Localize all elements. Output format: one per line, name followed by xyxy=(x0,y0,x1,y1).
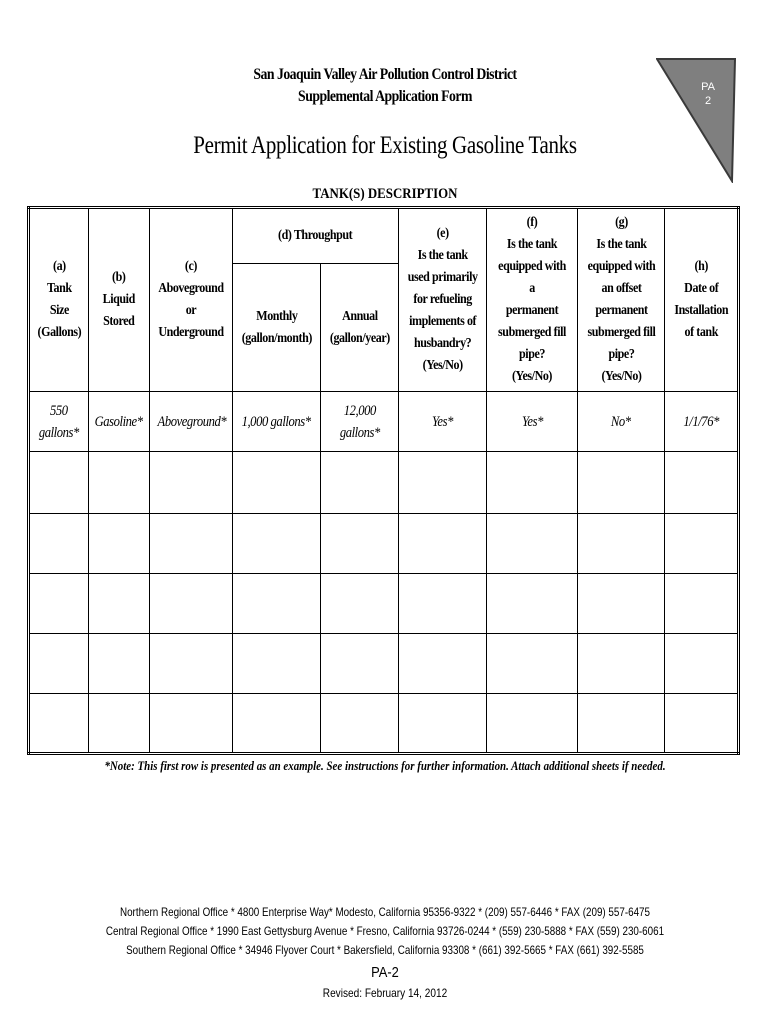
footer xyxy=(0,903,770,1002)
cell-text-line: pipe? xyxy=(519,347,545,363)
cell-text-line: Annual xyxy=(341,308,378,324)
table-row xyxy=(29,693,739,753)
agency-header xyxy=(0,64,770,108)
entry-install-date[interactable] xyxy=(665,513,739,573)
entry-liquid-stored[interactable] xyxy=(89,693,150,753)
entry-tank-location[interactable] xyxy=(150,452,233,513)
table-row-example xyxy=(29,392,739,452)
cell-text-line: Is the tank xyxy=(506,237,558,253)
entry-monthly-throughput[interactable] xyxy=(233,573,321,633)
cell-text-line: pipe? xyxy=(608,347,634,363)
example-liquid-stored[interactable]: Gasoline* xyxy=(89,392,150,452)
cell-text-line: equipped with a xyxy=(498,259,566,297)
entry-annual-throughput[interactable] xyxy=(321,513,399,573)
cell-text-line: (b) xyxy=(112,270,126,286)
cell-text-line: (gallon/year) xyxy=(329,330,390,346)
entry-annual-throughput[interactable] xyxy=(321,452,399,513)
entry-permanent-fill[interactable] xyxy=(487,452,578,513)
entry-annual-throughput[interactable] xyxy=(321,693,399,753)
cell-text-line: (Gallons) xyxy=(37,325,81,341)
table-row xyxy=(29,573,739,633)
header-refueling-husbandry xyxy=(399,208,487,392)
entry-permanent-fill[interactable] xyxy=(487,573,578,633)
header-liquid-stored xyxy=(89,208,150,392)
example-tank-location[interactable]: Aboveground* xyxy=(150,392,233,452)
cell-text-line: for refueling xyxy=(413,292,472,308)
entry-monthly-throughput[interactable] xyxy=(233,633,321,693)
southern-office: Southern Regional Office * 34946 Flyover Court * Bakersfield, California 93308 * (661) 392-5665 * FAX (661) 392-5585 xyxy=(126,943,644,957)
northern-office: Northern Regional Office * 4800 Enterprise Way* Modesto, California 95356-9322 * (209) 557-6446 * FAX (209) 557-6475 xyxy=(119,905,651,919)
entry-tank-size[interactable] xyxy=(29,573,89,633)
header-throughput: (d) Throughput xyxy=(233,208,399,264)
header-tank-size xyxy=(29,208,89,392)
form-title: Permit Application for Existing Gasoline Tanks xyxy=(193,132,577,159)
cell-text-line: (gallon/month) xyxy=(241,330,312,346)
header-aboveground-underground xyxy=(150,208,233,392)
cell-text-line: Tank xyxy=(46,281,72,297)
cell-text-line: (Yes/No) xyxy=(600,369,642,385)
entry-install-date[interactable] xyxy=(665,452,739,513)
header-throughput-annual xyxy=(321,264,399,392)
cell-text-line: (e) xyxy=(436,226,449,242)
entry-refueling[interactable] xyxy=(399,573,487,633)
cell-text-line: Monthly xyxy=(255,308,298,324)
central-office: Central Regional Office * 1990 East Gettysburg Avenue * Fresno, California 93726-0244 * (559) 230-5888 * FAX (559) 230-6061 xyxy=(105,924,665,938)
example-note: *Note: This first row is presented as an example. See instructions for further information. Attach additional sheets if needed. xyxy=(104,758,666,773)
header-offset-submerged-fill xyxy=(578,208,665,392)
cell-text-line: permanent xyxy=(594,303,648,319)
cell-text-line: (a) xyxy=(52,259,66,275)
page-corner-tab xyxy=(656,57,736,183)
entry-offset-fill[interactable] xyxy=(578,513,665,573)
cell-text-line: or xyxy=(185,303,197,319)
entry-permanent-fill[interactable] xyxy=(487,693,578,753)
entry-install-date[interactable] xyxy=(665,573,739,633)
cell-text-line: permanent xyxy=(505,303,559,319)
header-installation-date xyxy=(665,208,739,392)
section-title: TANK(S) DESCRIPTION xyxy=(312,186,458,202)
cell-text-line: Underground xyxy=(158,325,224,341)
entry-liquid-stored[interactable] xyxy=(89,573,150,633)
entry-refueling[interactable] xyxy=(399,513,487,573)
entry-install-date[interactable] xyxy=(665,693,739,753)
cell-text-line: an offset xyxy=(601,281,641,297)
entry-monthly-throughput[interactable] xyxy=(233,452,321,513)
table-row xyxy=(29,513,739,573)
entry-refueling[interactable] xyxy=(399,693,487,753)
cell-text-line: husbandry? xyxy=(413,336,472,352)
example-annual-throughput[interactable] xyxy=(321,392,399,452)
entry-offset-fill[interactable] xyxy=(578,633,665,693)
form-type: Supplemental Application Form xyxy=(298,88,472,105)
cell-text-line: submerged fill xyxy=(587,325,655,341)
entry-tank-location[interactable] xyxy=(150,693,233,753)
entry-permanent-fill[interactable] xyxy=(487,513,578,573)
agency-name: San Joaquin Valley Air Pollution Control District xyxy=(253,66,517,83)
cell-text-line: (f) xyxy=(526,215,538,231)
cell-text-line: Size xyxy=(49,303,69,319)
cell-text-line: Liquid xyxy=(102,292,136,308)
cell-text-line: (g) xyxy=(614,215,628,231)
cell-text-line: Stored xyxy=(103,314,135,330)
page-number: PA-2 xyxy=(371,964,399,981)
cell-text-line: (c) xyxy=(184,259,198,275)
entry-liquid-stored[interactable] xyxy=(89,633,150,693)
entry-annual-throughput[interactable] xyxy=(321,633,399,693)
corner-page-label: PA 2 xyxy=(701,81,715,107)
entry-tank-location[interactable] xyxy=(150,513,233,573)
entry-tank-size[interactable] xyxy=(29,633,89,693)
cell-text-line: Aboveground xyxy=(158,281,224,297)
entry-liquid-stored[interactable] xyxy=(89,513,150,573)
entry-offset-fill[interactable] xyxy=(578,693,665,753)
tank-description-table xyxy=(27,206,740,755)
entry-install-date[interactable] xyxy=(665,633,739,693)
cell-text-line: gallons* xyxy=(339,424,380,441)
example-offset-fill[interactable]: No* xyxy=(578,392,665,452)
entry-refueling[interactable] xyxy=(399,452,487,513)
entry-tank-location[interactable] xyxy=(150,633,233,693)
entry-tank-size[interactable] xyxy=(29,452,89,513)
cell-text-line: of tank xyxy=(684,325,718,341)
example-install-date[interactable]: 1/1/76* xyxy=(665,392,739,452)
cell-text-line: Is the tank xyxy=(595,237,647,253)
revision-date: Revised: February 14, 2012 xyxy=(322,986,448,1000)
entry-permanent-fill[interactable] xyxy=(487,633,578,693)
cell-text-line: 550 xyxy=(50,402,68,419)
header-permanent-submerged-fill xyxy=(487,208,578,392)
entry-offset-fill[interactable] xyxy=(578,452,665,513)
cell-text-line: 12,000 xyxy=(343,402,376,419)
entry-monthly-throughput[interactable] xyxy=(233,513,321,573)
cell-text-line: Installation xyxy=(674,303,728,319)
entry-offset-fill[interactable] xyxy=(578,573,665,633)
example-monthly-throughput[interactable]: 1,000 gallons* xyxy=(233,392,321,452)
entry-liquid-stored[interactable] xyxy=(89,452,150,513)
header-throughput-monthly xyxy=(233,264,321,392)
example-tank-size[interactable] xyxy=(29,392,89,452)
entry-tank-location[interactable] xyxy=(150,573,233,633)
cell-text-line: (Yes/No) xyxy=(422,358,463,374)
cell-text-line: submerged fill xyxy=(498,325,566,341)
cell-text-line: (h) xyxy=(694,259,708,275)
cell-text-line: used primarily xyxy=(407,270,478,286)
cell-text-line: Is the tank xyxy=(417,248,468,264)
entry-tank-size[interactable] xyxy=(29,513,89,573)
entry-monthly-throughput[interactable] xyxy=(233,693,321,753)
cell-text-line: Date of xyxy=(683,281,719,297)
table-row xyxy=(29,452,739,513)
entry-refueling[interactable] xyxy=(399,633,487,693)
example-permanent-fill[interactable]: Yes* xyxy=(487,392,578,452)
cell-text-line: gallons* xyxy=(38,424,80,441)
cell-text-line: implements of xyxy=(409,314,476,330)
cell-text-line: (Yes/No) xyxy=(511,369,553,385)
entry-annual-throughput[interactable] xyxy=(321,573,399,633)
table-row xyxy=(29,633,739,693)
entry-tank-size[interactable] xyxy=(29,693,89,753)
cell-text-line: equipped with xyxy=(587,259,655,275)
example-refueling[interactable]: Yes* xyxy=(399,392,487,452)
